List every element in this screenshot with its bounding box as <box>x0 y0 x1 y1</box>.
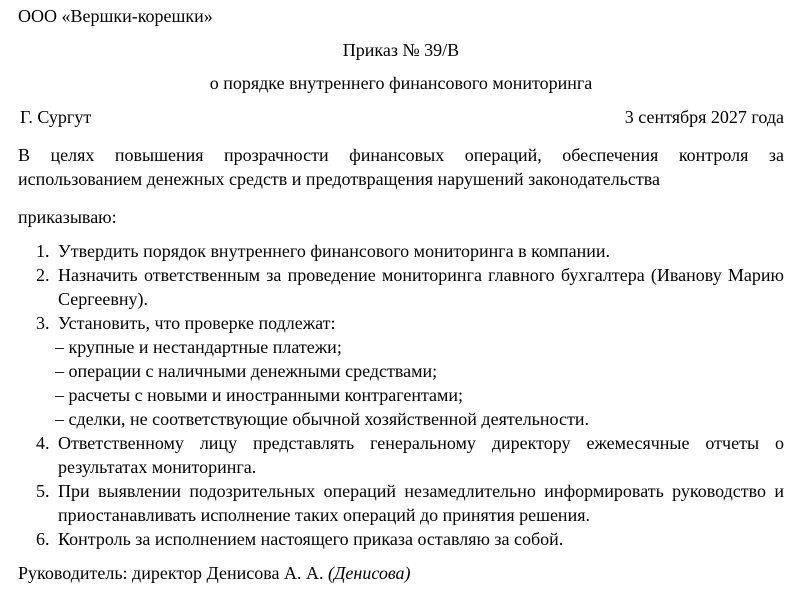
item-text: Ответственному лицу представлять генеральному директору ежемесячные отчеты о результатах мониторинга. <box>58 433 784 477</box>
item-number: 1. <box>36 241 50 261</box>
subitem: – сделки, не соответствующие обычной хозяйственной деятельности. <box>55 409 589 429</box>
order-items-list <box>18 239 784 551</box>
subitem: – операции с наличными денежными средствами; <box>55 361 438 381</box>
item-number: 4. <box>36 433 50 453</box>
subitem: – крупные и нестандартные платежи; <box>55 337 342 357</box>
order-document <box>18 4 784 585</box>
place-date-line <box>18 105 784 129</box>
document-title: Приказ № 39/В <box>342 40 460 60</box>
item-text: Контроль за исполнением настоящего приказа оставляю за собой. <box>58 529 564 549</box>
item-number: 5. <box>36 481 50 501</box>
list-item <box>18 239 784 263</box>
item-text: Установить, что проверке подлежат: <box>58 313 336 333</box>
subitem: – расчеты с новыми и иностранными контрагентами; <box>55 385 464 405</box>
item-number: 3. <box>36 313 50 333</box>
list-item <box>18 263 784 311</box>
preamble: В целях повышения прозрачности финансовых операций, обеспечения контроля за использованием денежных средств и предотвращения нарушений законодательства <box>18 145 784 189</box>
list-item <box>18 311 784 335</box>
list-item <box>18 527 784 551</box>
subitems-list <box>18 335 784 431</box>
item-text: Назначить ответственным за проведение мониторинга главного бухгалтера (Иванову Марию Сергеевну). <box>58 265 784 309</box>
signature-label: Руководитель: директор Денисова А. А. <box>18 563 324 583</box>
document-subtitle: о порядке внутреннего финансового мониторинга <box>209 73 593 93</box>
date: 3 сентября 2027 года <box>624 107 784 127</box>
place: Г. Сургут <box>20 107 92 127</box>
order-word: приказываю: <box>18 207 117 227</box>
signature-line <box>18 561 784 585</box>
item-number: 2. <box>36 265 50 285</box>
subitems-container <box>18 335 784 431</box>
list-item <box>18 479 784 527</box>
signature-name: (Денисова) <box>327 563 411 583</box>
list-item <box>18 431 784 479</box>
organization-name: ООО «Вершки-корешки» <box>18 6 213 26</box>
item-number: 6. <box>36 529 50 549</box>
item-text: При выявлении подозрительных операций незамедлительно информировать руководство и приостанавливать исполнение таких операций до принятия решения. <box>58 481 784 525</box>
item-text: Утвердить порядок внутреннего финансового мониторинга в компании. <box>58 241 611 261</box>
